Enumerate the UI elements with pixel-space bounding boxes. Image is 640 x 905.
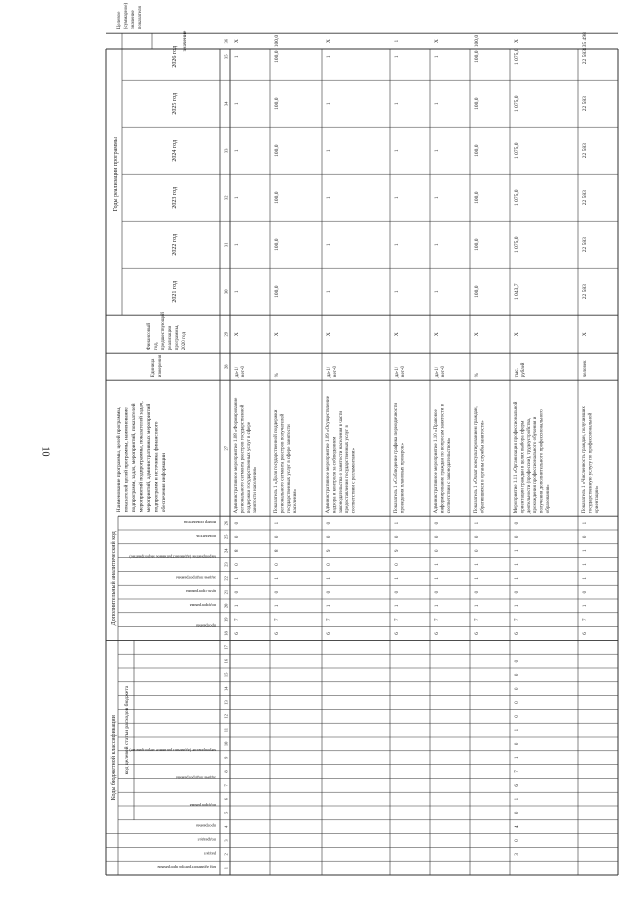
- row-name: государственных услуг в сфере занятости: [286, 424, 292, 514]
- code-cell: 7: [235, 618, 240, 621]
- code-cell: 0: [395, 535, 400, 539]
- code-cell: 1: [395, 577, 400, 580]
- row-year-value: 1: [434, 102, 440, 106]
- row-name: Мероприятие 1.11 «Организация профессиональной: [514, 401, 519, 514]
- row-name: Показатель 1 «Доля государственной поддержки: [274, 409, 279, 514]
- code-cell: 0: [327, 521, 332, 525]
- row-final-value: X: [434, 39, 440, 44]
- row-year-value: 1: [434, 196, 440, 200]
- code-cell: 6: [275, 632, 280, 635]
- row-unit: нет-0: [333, 365, 338, 378]
- row-year-value: 1: [234, 149, 240, 153]
- year-header: 2021 год: [172, 280, 178, 303]
- column-number: 30: [223, 289, 229, 294]
- additional-code-header: Дополнительный аналитический код: [111, 531, 117, 626]
- row-year-value: 1: [434, 243, 440, 247]
- row-year-value: 100,0: [274, 191, 280, 204]
- row-year-value: 1 075,0: [514, 189, 520, 206]
- code-cell: 0: [327, 535, 332, 539]
- row-year-value: 100,0: [474, 238, 480, 251]
- row-year-value: 1: [394, 102, 400, 106]
- code-cell: 1: [475, 563, 480, 566]
- row-name: поддержки государственных услуг в сфере: [246, 421, 252, 514]
- code-cell: 0: [515, 659, 520, 663]
- row-name: населения»: [293, 488, 299, 514]
- column-number: 21: [223, 589, 229, 595]
- row-final-value: X: [514, 39, 520, 44]
- code-column-header: код администратора программы: [157, 865, 216, 871]
- code-cell: 1: [235, 577, 240, 580]
- row-year-value: 1: [326, 102, 332, 106]
- code-cell: 7: [515, 618, 520, 621]
- row-year-value: 22 583: [582, 190, 588, 206]
- column-number: 33: [223, 148, 229, 153]
- row-name: информирование граждан по вопросам занятости в: [440, 404, 446, 514]
- name-column-header: показателей целей программы, наименование: [123, 407, 130, 513]
- row-name: предоставления государственных услуг в: [345, 425, 351, 514]
- column-number: 23: [223, 562, 229, 567]
- code-column-header: цель программы: [185, 589, 216, 595]
- row-final-value: X: [234, 39, 240, 44]
- name-column-header: обеспечения информации: [161, 453, 167, 513]
- column-number: 5: [223, 811, 229, 815]
- code-cell: 0: [275, 590, 280, 594]
- row-final-value: 100,0: [474, 34, 480, 48]
- name-column-header: Наименование программы, целей программы,: [116, 406, 122, 513]
- code-cell: 0: [515, 839, 520, 842]
- row-unit: нет-0: [401, 365, 406, 378]
- code-cell: 7: [515, 770, 520, 773]
- code-cell: 4: [515, 825, 520, 828]
- row-year-value: 100,0: [274, 285, 280, 298]
- column-number: 32: [223, 195, 229, 200]
- column-number: 24: [223, 548, 229, 553]
- row-year-value: 1: [326, 243, 332, 247]
- row-year-value: 22 583: [582, 96, 588, 112]
- row-year-value: 22 583: [582, 284, 588, 300]
- column-number: 17: [223, 645, 229, 650]
- program-table: [100, 2, 627, 881]
- code-cell: 8: [275, 549, 280, 552]
- column-number: 4: [223, 825, 229, 828]
- code-cell: 0: [515, 590, 520, 594]
- code-cell: 1: [515, 797, 520, 801]
- row-year-value: 1: [326, 55, 332, 59]
- final-value-header: (суммарное): [124, 2, 129, 30]
- row-name: Административное мероприятие 1.10 «Правовое: [434, 409, 439, 514]
- row-name: регионального сегмента реестров получателей: [280, 413, 286, 514]
- code-column-header: подпрограмма: [189, 803, 216, 808]
- row-final-value: X: [326, 39, 332, 44]
- row-unit: %: [275, 373, 280, 378]
- column-number: 16: [223, 658, 229, 664]
- year-header: 2025 год: [172, 92, 178, 115]
- unit-header: Единица: [151, 358, 156, 378]
- row-unit: да-1/: [327, 366, 332, 378]
- row-name: надзора и контроля за соблюдением: [332, 436, 338, 514]
- final-value-header: показателя: [138, 6, 143, 30]
- code-cell: 0: [515, 687, 520, 690]
- code-cell: 6: [235, 632, 240, 635]
- row-year-value: 22 583: [582, 49, 588, 65]
- row-year-value: 1: [326, 149, 332, 153]
- row-year-value: 100,0: [274, 238, 280, 251]
- row-final-value: 135 498: [582, 32, 588, 51]
- column-number: 12: [223, 714, 229, 719]
- row-name: образования»: [546, 484, 551, 514]
- column-number: 31: [223, 242, 229, 247]
- row-unit: да-1/: [235, 366, 240, 378]
- fin-year-header: предшествующий: [161, 312, 166, 351]
- row-fin-year: X: [582, 332, 588, 337]
- code-cell: 1: [515, 577, 520, 580]
- year-header: 2024 год: [172, 139, 178, 162]
- code-cell: 0: [515, 521, 520, 525]
- column-number: 7: [223, 784, 229, 787]
- budget-codes-header: Коды бюджетной классификации: [111, 715, 117, 801]
- row-unit: да-1/: [435, 366, 440, 378]
- code-cell: 7: [435, 618, 440, 621]
- code-cell: 1: [583, 563, 588, 566]
- code-cell: 0: [327, 590, 332, 594]
- row-fin-year: X: [326, 332, 332, 337]
- column-number: 27: [223, 445, 229, 451]
- row-year-value: 1: [394, 196, 400, 200]
- code-column-header: задача подпрограммы: [176, 575, 216, 581]
- column-number: 36: [223, 38, 229, 44]
- code-cell: 1: [583, 604, 588, 608]
- code-column-header: программа: [196, 823, 216, 829]
- column-number: 13: [223, 700, 229, 705]
- page-number: 10: [39, 446, 51, 457]
- fin-year-header: Финансовый: [147, 322, 152, 351]
- code-cell: 0: [515, 673, 520, 677]
- row-name: обратившихся в органы службы занятости»: [480, 420, 486, 514]
- column-number: 22: [223, 576, 229, 581]
- code-cell: 7: [475, 618, 480, 621]
- row-year-value: 100,0: [474, 285, 480, 298]
- code-cell: 1: [475, 521, 480, 525]
- row-name: регионального сегмента реестров государственной: [240, 404, 246, 514]
- row-year-value: 100,0: [274, 50, 280, 63]
- code-cell: 0: [515, 715, 520, 718]
- row-year-value: 1: [234, 243, 240, 247]
- code-cell: 1: [327, 577, 332, 580]
- fin-year-header: год,: [154, 342, 159, 351]
- code-cell: 0: [583, 535, 588, 539]
- table-grid: [100, 2, 627, 881]
- code-cell: 0: [475, 590, 480, 594]
- code-cell: 7: [583, 618, 588, 621]
- code-column-header: номер показателя: [184, 520, 216, 526]
- column-number: 15: [223, 672, 229, 678]
- name-column-header: мероприятий подпрограммы, показателей задач,: [138, 401, 145, 513]
- row-year-value: 100,0: [474, 50, 480, 63]
- unit-header: измерения: [158, 354, 163, 378]
- name-column-header: подпрограмм и источника финансового: [153, 421, 160, 513]
- column-number: 14: [223, 686, 229, 691]
- row-unit: рублей: [521, 362, 526, 378]
- code-column-header: мероприятие (административное мероприятие): [129, 747, 216, 753]
- row-final-value: 1: [394, 39, 400, 43]
- row-name: Административное мероприятие 1.08 «Формирование: [234, 397, 239, 514]
- year-header: 2022 год: [172, 233, 178, 256]
- row-name: соответствии с законодательством»: [446, 437, 452, 514]
- fin-year-header: реализации: [168, 325, 173, 351]
- code-column-header: программа: [196, 623, 216, 629]
- code-cell: 8: [235, 549, 240, 552]
- row-name: ориентации»: [594, 485, 600, 514]
- code-column-header: раздел: [204, 851, 216, 857]
- column-number: 28: [223, 364, 229, 369]
- code-cell: 0: [435, 535, 440, 539]
- code-cell: 6: [435, 632, 440, 635]
- row-year-value: 22 583: [582, 143, 588, 159]
- row-name: государственную услугу по профессиональной: [588, 412, 594, 514]
- column-number: 19: [223, 617, 229, 622]
- code-cell: 1: [275, 604, 280, 608]
- row-name: законодательства о занятости населения в части: [338, 410, 344, 514]
- row-name: получения дополнительного профессионального: [539, 409, 545, 514]
- code-column-header: подпрограмма: [189, 602, 216, 608]
- code-cell: 0: [515, 701, 520, 704]
- final-value-header: значение: [131, 10, 136, 30]
- row-year-value: 1: [234, 102, 240, 106]
- purpose-article-header: код целевой статьи расходов бюджета: [124, 685, 130, 775]
- row-year-value: 1: [394, 243, 400, 247]
- code-column-header: показатель: [196, 533, 216, 539]
- code-cell: 7: [327, 618, 332, 621]
- row-name: ориентации граждан в целях выбора сферы: [520, 420, 526, 514]
- code-cell: 9: [327, 549, 332, 552]
- code-cell: 6: [327, 632, 332, 635]
- column-number: 20: [223, 603, 229, 609]
- column-number: 34: [223, 101, 229, 106]
- column-number: 8: [223, 770, 229, 773]
- code-cell: 6: [395, 632, 400, 635]
- code-cell: 1: [327, 604, 332, 608]
- code-cell: 1: [515, 756, 520, 759]
- row-fin-year: X: [394, 332, 400, 337]
- code-cell: 6: [583, 632, 588, 635]
- row-year-value: 1: [234, 55, 240, 59]
- column-number: 18: [223, 631, 229, 636]
- column-number: 26: [223, 520, 229, 526]
- row-year-value: 1 075,0: [514, 142, 520, 159]
- row-name: деятельности (профессии), трудоустройства,: [526, 417, 532, 514]
- code-cell: 0: [435, 521, 440, 525]
- code-cell: 0: [435, 549, 440, 552]
- code-column-header: подраздел: [197, 837, 216, 843]
- row-name: Показатель 1 «Соблюдение графика периодичности: [394, 402, 399, 514]
- code-cell: 1: [515, 563, 520, 566]
- code-cell: 7: [395, 618, 400, 621]
- code-cell: 0: [235, 535, 240, 539]
- code-cell: 9: [395, 549, 400, 552]
- column-number: 29: [223, 331, 229, 337]
- code-cell: 6: [475, 632, 480, 635]
- row-year-value: 1 075,0: [514, 48, 520, 65]
- name-column-header: подпрограмм, задач, мероприятий, показателей: [131, 403, 137, 513]
- code-cell: 1: [515, 728, 520, 732]
- row-year-value: 1: [394, 290, 400, 294]
- row-name: Административное мероприятие 1.09 «Осуществление: [326, 396, 331, 514]
- code-cell: 0: [275, 563, 280, 566]
- row-year-value: 1: [434, 55, 440, 59]
- code-cell: 3: [515, 853, 520, 856]
- row-name: Показатель 1 «Численность граждан, получивших: [582, 406, 587, 514]
- code-cell: 0: [515, 535, 520, 539]
- row-name: Показатель 1 «Охват консультированием граждан,: [474, 406, 479, 514]
- code-column-header: задача подпрограммы: [176, 775, 216, 781]
- row-unit: нет-0: [441, 365, 446, 378]
- final-value-header: Целевое: [117, 11, 122, 30]
- code-cell: 0: [235, 563, 240, 566]
- name-column-header: мероприятий, административных мероприятий: [146, 403, 152, 513]
- row-year-value: 100,0: [474, 97, 480, 110]
- code-cell: 1: [475, 577, 480, 580]
- code-cell: 0: [475, 535, 480, 539]
- value-label: значение: [182, 30, 188, 52]
- code-cell: 1: [583, 577, 588, 580]
- row-unit: человек: [583, 360, 588, 378]
- row-year-value: 1: [394, 55, 400, 59]
- code-cell: 1: [515, 604, 520, 608]
- row-name: занятости населения»: [253, 466, 259, 514]
- code-cell: 1: [435, 604, 440, 608]
- fin-year-header: программы,: [175, 324, 180, 351]
- column-number: 6: [223, 797, 229, 801]
- column-number: 10: [223, 741, 229, 747]
- code-cell: 1: [275, 521, 280, 525]
- code-cell: 1: [515, 549, 520, 552]
- row-unit: тыс.: [515, 368, 520, 378]
- column-number: 2: [223, 853, 229, 856]
- code-cell: 0: [395, 563, 400, 566]
- row-year-value: 1: [326, 196, 332, 200]
- code-cell: 1: [235, 604, 240, 608]
- column-number: 25: [223, 534, 229, 540]
- fin-year-header: 2020 год: [182, 332, 187, 351]
- code-cell: 1: [435, 563, 440, 566]
- column-number: 35: [223, 54, 229, 59]
- row-year-value: 1: [434, 149, 440, 153]
- code-cell: 1: [475, 604, 480, 608]
- code-cell: 0: [235, 521, 240, 525]
- row-year-value: 100,0: [474, 191, 480, 204]
- row-year-value: 1: [394, 149, 400, 153]
- code-cell: 6: [515, 784, 520, 787]
- row-fin-year: X: [514, 332, 520, 337]
- row-fin-year: X: [434, 332, 440, 337]
- row-unit: да-1/: [395, 366, 400, 378]
- row-year-value: 1: [326, 290, 332, 294]
- code-cell: 0: [327, 563, 332, 566]
- row-year-value: 1: [234, 290, 240, 294]
- row-year-value: 1 075,0: [514, 95, 520, 112]
- row-year-value: 1: [234, 196, 240, 200]
- code-cell: 0: [235, 590, 240, 594]
- column-number: 9: [223, 756, 229, 759]
- column-number: 1: [223, 866, 229, 870]
- year-header: 2026 год: [172, 45, 178, 68]
- row-year-value: 100,0: [474, 144, 480, 157]
- row-name: соответствии с регламентами»: [351, 448, 357, 514]
- code-cell: 0: [395, 590, 400, 594]
- code-cell: 1: [435, 577, 440, 580]
- code-cell: 0: [583, 590, 588, 594]
- code-cell: 1: [395, 521, 400, 525]
- column-number: 3: [223, 839, 229, 842]
- code-cell: 0: [515, 811, 520, 815]
- code-cell: 1: [583, 549, 588, 552]
- row-year-value: 1: [434, 290, 440, 294]
- code-cell: 0: [515, 742, 520, 746]
- row-final-value: 100,0: [274, 34, 280, 48]
- code-cell: 6: [515, 632, 520, 635]
- code-cell: 1: [275, 577, 280, 580]
- row-unit: нет-0: [241, 365, 246, 378]
- column-number: 11: [223, 727, 229, 733]
- code-cell: 1: [395, 604, 400, 608]
- code-cell: 0: [435, 590, 440, 594]
- row-year-value: 1 043,7: [514, 283, 520, 300]
- row-unit: %: [475, 373, 480, 378]
- code-column-header: мероприятие (административное мероприятие): [129, 554, 216, 560]
- code-cell: 0: [475, 549, 480, 552]
- code-cell: 7: [275, 618, 280, 621]
- row-year-value: 1 075,0: [514, 236, 520, 253]
- row-year-value: 100,0: [274, 97, 280, 110]
- year-header: 2023 год: [172, 186, 178, 209]
- row-fin-year: X: [234, 332, 240, 337]
- row-name: проведения плановых проверок»: [400, 443, 406, 514]
- row-year-value: 22 583: [582, 237, 588, 253]
- code-cell: 1: [583, 521, 588, 525]
- row-fin-year: X: [474, 332, 480, 337]
- row-fin-year: X: [274, 332, 280, 337]
- years-group-header: Годы реализации программы: [113, 137, 119, 212]
- code-cell: 0: [275, 535, 280, 539]
- row-year-value: 100,0: [274, 144, 280, 157]
- row-name: прохождения профессионального обучения и: [533, 416, 539, 514]
